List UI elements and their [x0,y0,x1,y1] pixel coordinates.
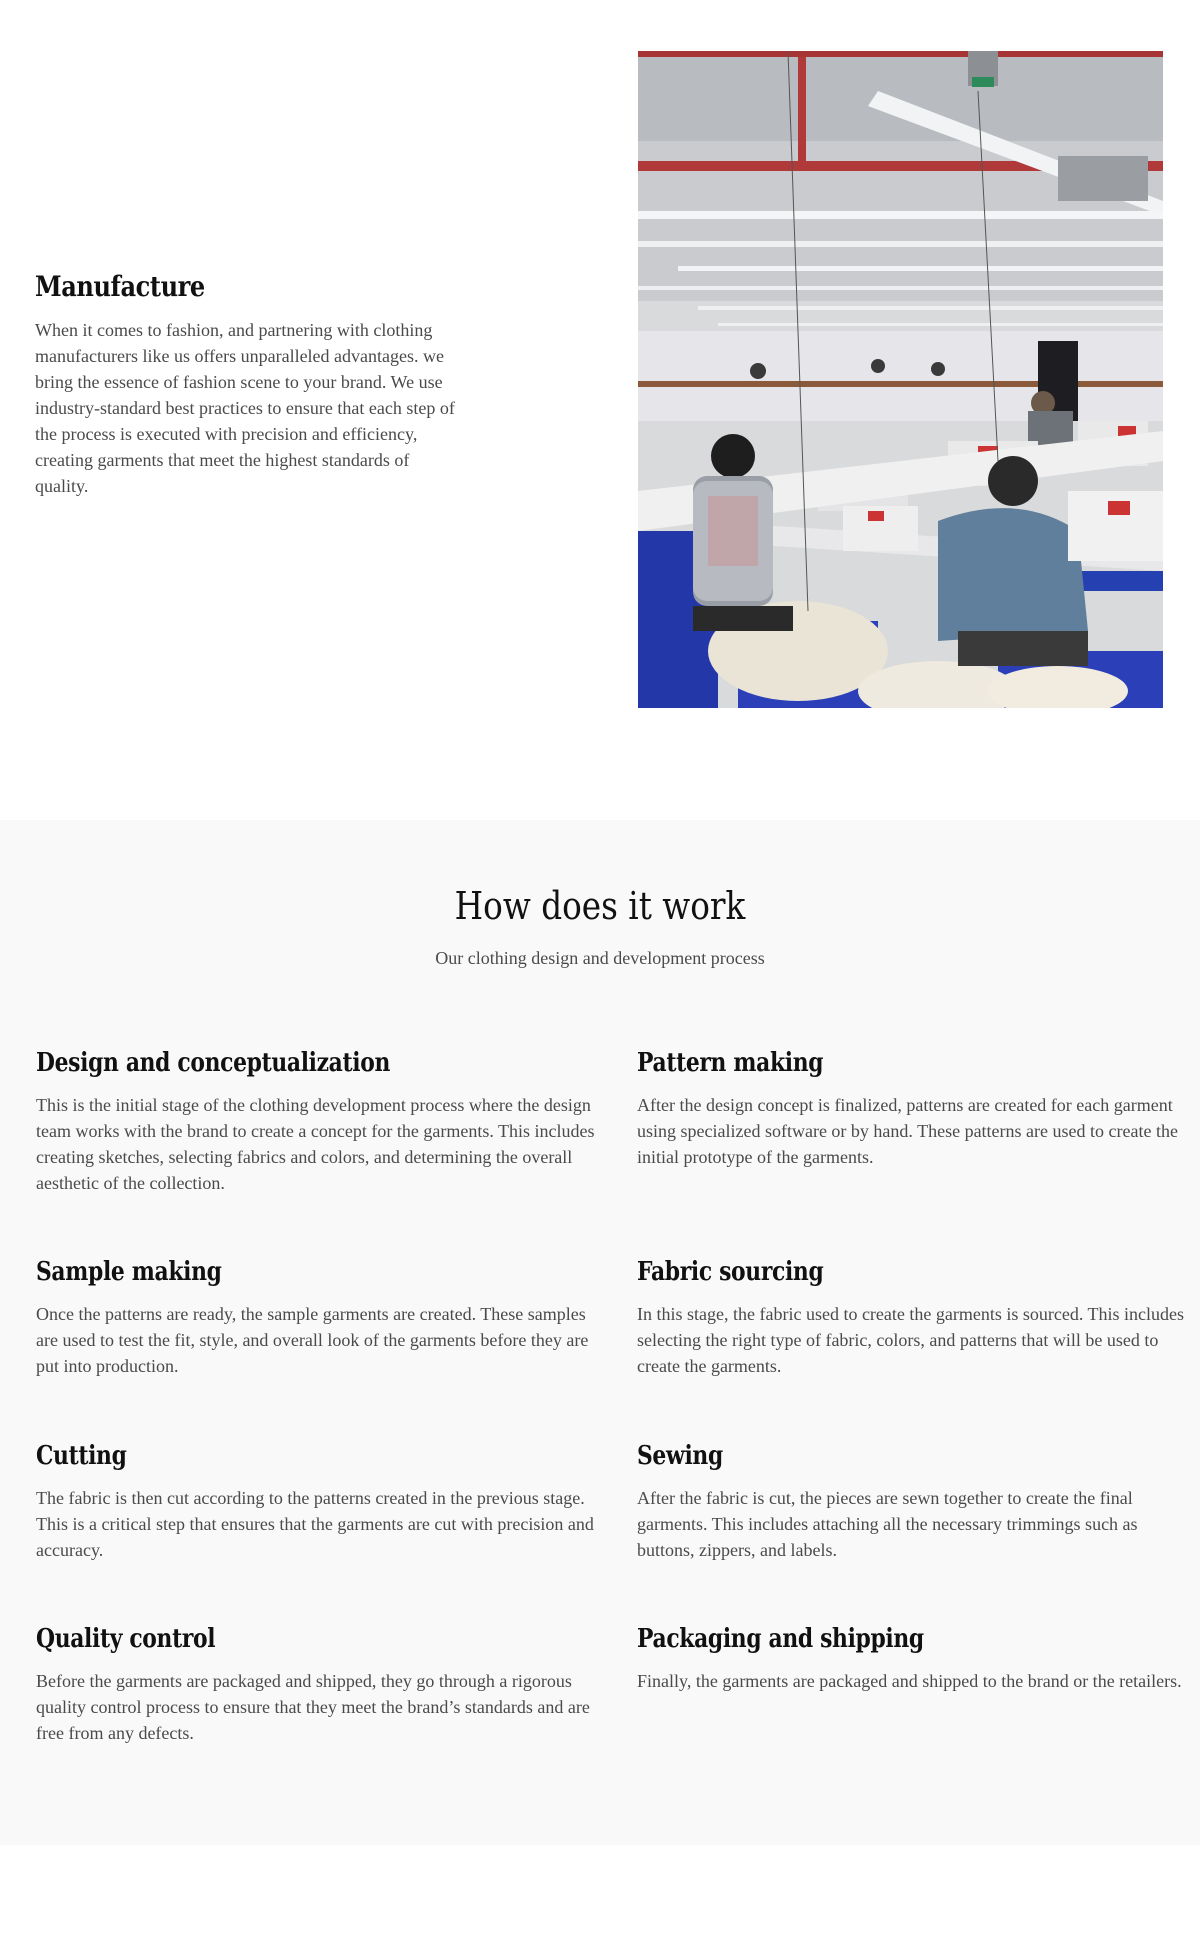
step-title: Cutting [36,1441,127,1471]
how-it-works-section [0,820,1200,1845]
factory-photo [638,51,1163,708]
step-title: Pattern making [637,1048,824,1078]
step-quality-control [36,1624,596,1746]
step-body: This is the initial stage of the clothing development process where the design team works with the brand to create a concept for the garments. This includes creating sketches, selecting fabrics and colors, and determining the overall aesthetic of the collection. [36,1095,595,1193]
step-sample-making [36,1257,596,1379]
step-title: Packaging and shipping [637,1624,924,1654]
factory-illustration [638,51,1163,708]
step-title: Sewing [637,1441,723,1471]
step-fabric-sourcing [637,1257,1187,1379]
manufacture-section [0,0,1200,820]
manufacture-body: When it comes to fashion, and partnering with clothing manufacturers like us offers unparalleled advantages. we bring the essence of fashion scene to your brand. We use industry-standard best practices to ensure that each step of the process is executed with precision and efficiency, creating garments that meet the highest standards of quality. [35,320,455,496]
step-title: Sample making [36,1257,222,1287]
manufacture-title: Manufacture [35,270,205,303]
step-body: After the fabric is cut, the pieces are sewn together to create the final garments. This includes attaching all the necessary trimmings such as buttons, zippers, and labels. [637,1488,1138,1560]
step-cutting [36,1441,596,1563]
manufacture-text [35,270,455,499]
how-it-works-title-text: How does it work [454,884,746,928]
step-body: Finally, the garments are packaged and shipped to the brand or the retailers. [637,1671,1182,1691]
step-packaging-shipping [637,1624,1187,1694]
step-body: In this stage, the fabric used to create the garments is sourced. This includes selecting the right type of fabric, colors, and patterns that will be used to create the garments. [637,1304,1185,1376]
step-pattern-making [637,1048,1187,1170]
step-title: Quality control [36,1624,216,1654]
step-body: The fabric is then cut according to the patterns created in the previous stage. This is a critical step that ensures that the garments are cut with precision and accuracy. [36,1488,594,1560]
step-sewing [637,1441,1187,1563]
step-body: After the design concept is finalized, patterns are created for each garment using specialized software or by hand. These patterns are used to create the initial prototype of the garments. [637,1095,1178,1167]
step-title: Design and conceptualization [36,1048,390,1078]
step-design [36,1048,596,1196]
step-body: Before the garments are packaged and shipped, they go through a rigorous quality control process to ensure that they meet the brand’s standards and are free from any defects. [36,1671,590,1743]
how-it-works-title [0,884,1200,928]
step-title: Fabric sourcing [637,1257,824,1287]
step-body: Once the patterns are ready, the sample garments are created. These samples are used to test the fit, style, and overall look of the garments before they are put into production. [36,1304,589,1376]
how-it-works-subtitle: Our clothing design and development process [435,948,765,968]
